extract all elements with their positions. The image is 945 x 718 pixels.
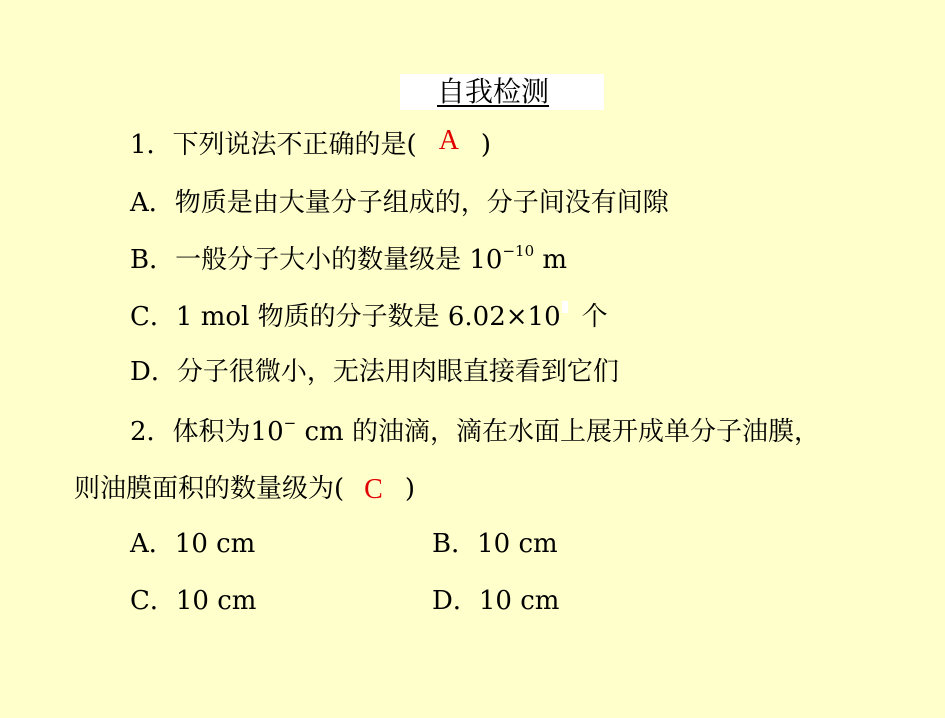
q1-answer: A <box>438 125 459 156</box>
q1-option-d: D．分子很微小，无法用肉眼直接看到它们 <box>130 357 619 387</box>
q2-answer: C <box>364 474 383 505</box>
q2-stem-rest: cm 的油滴，滴在水面上展开成单分子油膜， <box>296 417 820 447</box>
q1-option-c-text: C．1 mol 物质的分子数是 6.02×10 <box>130 302 561 332</box>
q2-stem-exponent: − <box>283 414 297 432</box>
q1-option-b-unit: m <box>534 245 568 275</box>
q1-stem-text: 1．下列说法不正确的是( <box>130 130 417 160</box>
section-title: 自我检测 <box>437 75 550 108</box>
q2-stem-line2 <box>74 472 415 506</box>
q2-stem-close: ) <box>404 474 415 504</box>
q2-stem-text-2: 则油膜面积的数量级为( <box>74 474 345 504</box>
q2-option-b: B．10 cm <box>432 529 558 559</box>
q2-option-a: A．10 cm <box>130 529 256 559</box>
q2-option-c: C．10 cm <box>130 586 257 616</box>
q1-option-b-text: B．一般分子大小的数量级是 10 <box>130 245 503 275</box>
q1-option-a: A．物质是由大量分子组成的，分子间没有间隙 <box>130 188 669 218</box>
q1-option-c-unit: 个 <box>581 302 608 332</box>
q2-stem-text: 2．体积为10 <box>130 417 284 447</box>
q1-option-b-exponent: −10 <box>502 242 535 260</box>
q1-option-c <box>130 300 608 334</box>
q2-option-d: D．10 cm <box>432 586 560 616</box>
missing-exponent-box <box>562 301 568 313</box>
q1-stem-close: ) <box>480 130 492 160</box>
q1-stem <box>130 125 492 162</box>
q1-option-b <box>130 243 567 277</box>
q2-stem-line1 <box>130 415 820 449</box>
